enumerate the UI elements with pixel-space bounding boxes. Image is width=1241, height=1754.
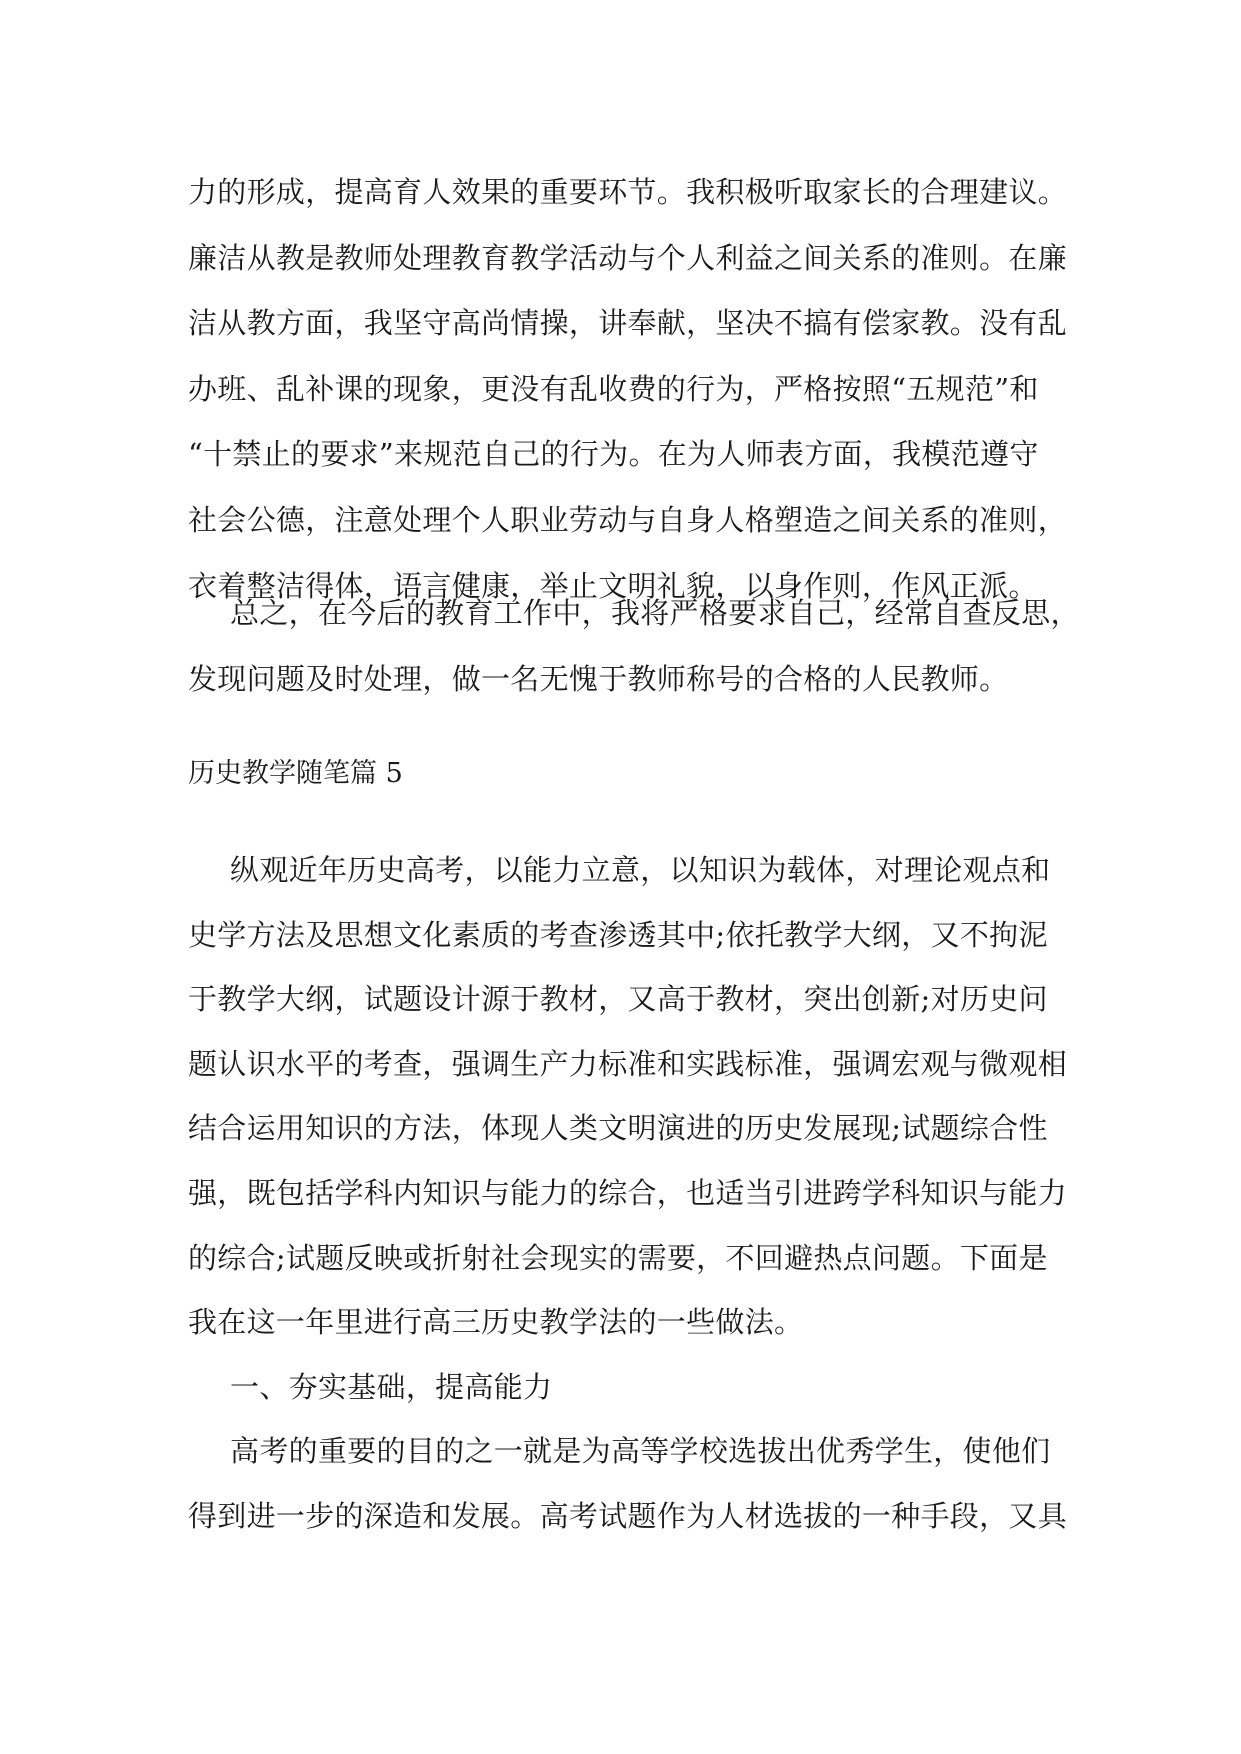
section-heading: 历史教学随笔篇 5 — [188, 758, 403, 789]
text-line: 社会公德，注意处理个人职业劳动与自身人格塑造之间关系的准则， — [188, 502, 1068, 537]
text-line: 史学方法及思想文化素质的考查渗透其中;依托教学大纲，又不拘泥 — [188, 917, 1048, 952]
text-line: 结合运用知识的方法，体现人类文明演进的历史发展现;试题综合性 — [188, 1111, 1048, 1146]
text-line: 强，既包括学科内知识与能力的综合，也适当引进跨学科知识与能力 — [188, 1175, 1068, 1210]
text-line: 廉洁从教是教师处理教育教学活动与个人利益之间关系的准则。在廉 — [188, 240, 1068, 275]
subheading: 一、夯实基础，提高能力 — [230, 1369, 553, 1404]
text-line: 得到进一步的深造和发展。高考试题作为人材选拔的一种手段，又具 — [188, 1498, 1068, 1533]
text-line: 衣着整洁得体，语言健康，举止文明礼貌，以身作则，作风正派。 — [188, 568, 1038, 603]
text-line: 纵观近年历史高考，以能力立意，以知识为载体，对理论观点和 — [230, 853, 1051, 887]
text-line: 发现问题及时处理，做一名无愧于教师称号的合格的人民教师。 — [188, 661, 1009, 696]
text-line: 力的形成，提高育人效果的重要环节。我积极听取家长的合理建议。 — [188, 175, 1068, 209]
paragraph-conclusion — [188, 581, 1080, 712]
text-line: 于教学大纲，试题设计源于教材，又高于教材，突出创新;对历史问 — [188, 982, 1048, 1017]
text-line: 的综合;试题反映或折射社会现实的需要，不回避热点问题。下面是 — [188, 1240, 1048, 1275]
text-line: 高考的重要的目的之一就是为高等学校选拔出优秀学生，使他们 — [230, 1434, 1051, 1469]
paragraph-history-exam — [188, 838, 1068, 1549]
text-line: 办班、乱补课的现象，更没有乱收费的行为，严格按照“五规范”和 — [188, 371, 1039, 406]
text-line: 总之，在今后的教育工作中，我将严格要求自己，经常自查反思， — [230, 596, 1080, 630]
text-line: 洁从教方面，我坚守高尚情操，讲奉献，坚决不搞有偿家教。没有乱 — [188, 306, 1068, 341]
text-line: 我在这一年里进行高三历史教学法的一些做法。 — [188, 1305, 804, 1340]
paragraph-integrity — [188, 160, 1068, 619]
text-line: 题认识水平的考查，强调生产力标准和实践标准，强调宏观与微观相 — [188, 1046, 1068, 1081]
text-line: “十禁止的要求”来规范自己的行为。在为人师表方面，我模范遵守 — [188, 437, 1039, 472]
